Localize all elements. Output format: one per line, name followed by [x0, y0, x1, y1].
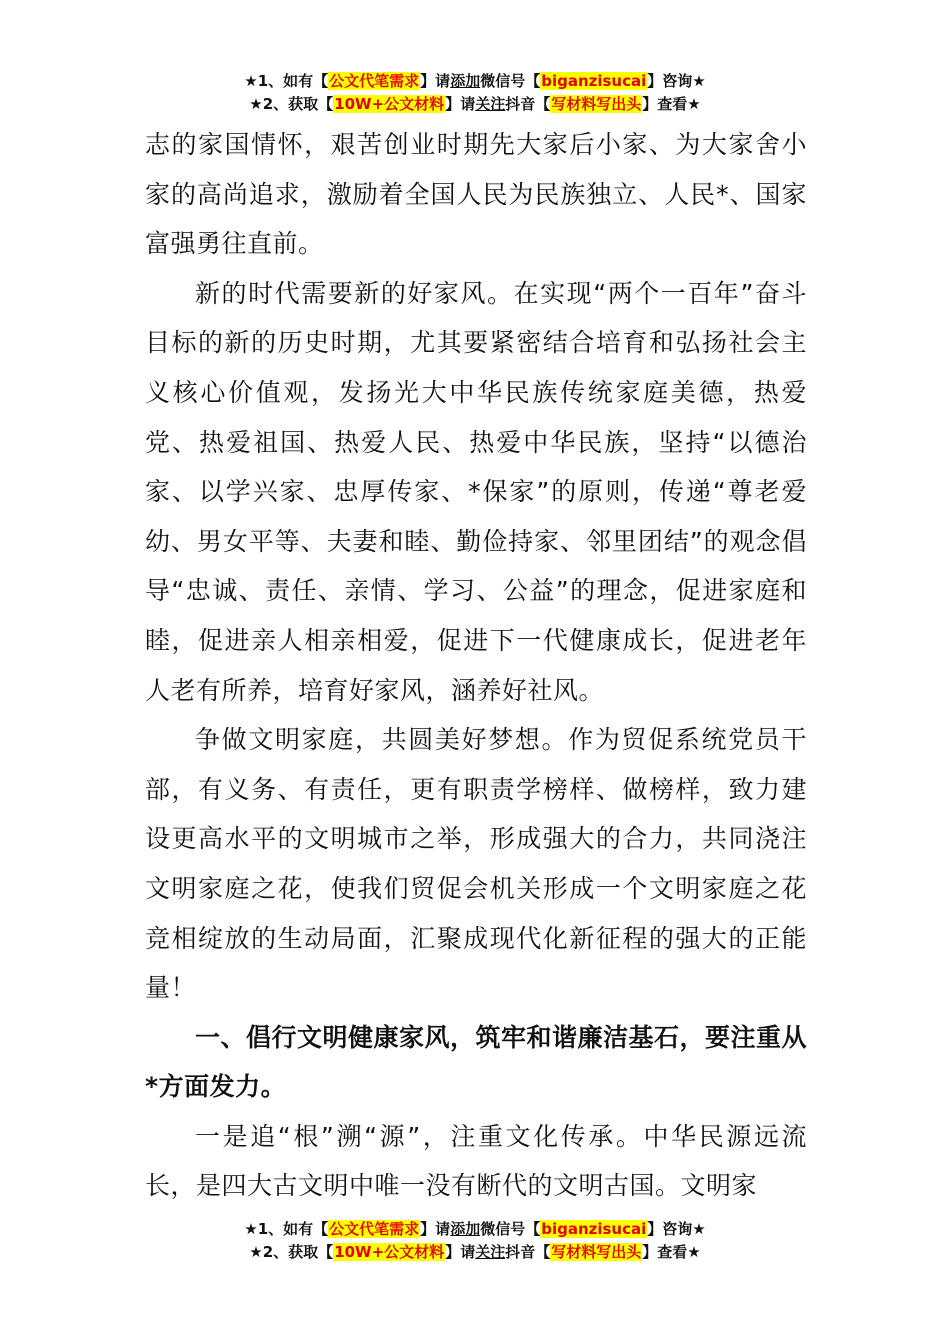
section-heading: 一、倡行文明健康家风，筑牢和谐廉洁基石，要注重从*方面发力。	[145, 1022, 808, 1102]
banner-text: 】请	[445, 95, 476, 113]
highlight-service: 公文代笔需求	[329, 1220, 420, 1238]
paragraph: 志的家国情怀，艰苦创业时期先大家后小家、为大家舍小家的高尚追求，激励着全国人民为民族独立、人民*、国家富强勇往直前。	[145, 130, 807, 259]
banner-line-2	[0, 93, 950, 116]
banner-text: 抖音【	[505, 95, 551, 113]
banner-text: 】查看★	[642, 95, 701, 113]
banner-text: 微信号【	[480, 1220, 541, 1238]
banner-text: ★1、如有【	[244, 1220, 329, 1238]
banner-text: 】请	[420, 72, 451, 90]
bottom-banner	[0, 1218, 950, 1264]
banner-text: ★1、如有【	[244, 72, 329, 90]
banner-text: 抖音【	[505, 1243, 551, 1261]
highlight-douyin-account: 写材料写出头	[551, 1243, 642, 1261]
document-body	[145, 120, 807, 1211]
banner-line-1	[0, 70, 950, 93]
banner-text: 微信号【	[480, 72, 541, 90]
paragraph: 新的时代需要新的好家风。在实现“两个一百年”奋斗目标的新的历史时期，尤其要紧密结合培育和弘扬社会主义核心价值观，发扬光大中华民族传统家庭美德，热爱党、热爱祖国、热爱人民、热爱中华民族，坚持“以德治家、以学兴家、忠厚传家、*保家”的原则，传递“尊老爱幼、男女平等、夫妻和睦、勤俭持家、邻里团结”的观念倡导“忠诚、责任、亲情、学习、公益”的理念，促进家庭和睦，促进亲人相亲相爱，促进下一代健康成长，促进老年人老有所养，培育好家风，涵养好社风。	[145, 278, 807, 705]
highlight-materials: 10W+公文材料	[334, 95, 445, 113]
highlight-wechat-id: biganzisucai	[541, 1220, 647, 1238]
banner-line-2	[0, 1241, 950, 1264]
underlined-text: 关注	[475, 1243, 506, 1261]
underlined-text: 添加	[450, 72, 481, 90]
highlight-douyin-account: 写材料写出头	[551, 95, 642, 113]
underlined-text: 添加	[450, 1220, 481, 1238]
banner-text: 】查看★	[642, 1243, 701, 1261]
banner-text: 】咨询★	[647, 72, 706, 90]
banner-text: ★2、获取【	[249, 95, 334, 113]
banner-line-1	[0, 1218, 950, 1241]
banner-text: 】请	[420, 1220, 451, 1238]
top-banner	[0, 70, 950, 116]
highlight-wechat-id: biganzisucai	[541, 72, 647, 90]
banner-text: 】请	[445, 1243, 476, 1261]
banner-text: 】咨询★	[647, 1220, 706, 1238]
highlight-service: 公文代笔需求	[329, 72, 420, 90]
underlined-text: 关注	[475, 95, 506, 113]
paragraph: 争做文明家庭，共圆美好梦想。作为贸促系统党员干部，有义务、有责任，更有职责学榜样、做榜样，致力建设更高水平的文明城市之举，形成强大的合力，共同浇注文明家庭之花，使我们贸促会机关形成一个文明家庭之花竞相绽放的生动局面，汇聚成现代化新征程的强大的正能量！	[145, 725, 807, 1003]
highlight-materials: 10W+公文材料	[334, 1243, 445, 1261]
paragraph: 一是追“根”溯“源”，注重文化传承。中华民源远流长，是四大古文明中唯一没有断代的文明古国。文明家	[145, 1121, 807, 1201]
banner-text: ★2、获取【	[249, 1243, 334, 1261]
